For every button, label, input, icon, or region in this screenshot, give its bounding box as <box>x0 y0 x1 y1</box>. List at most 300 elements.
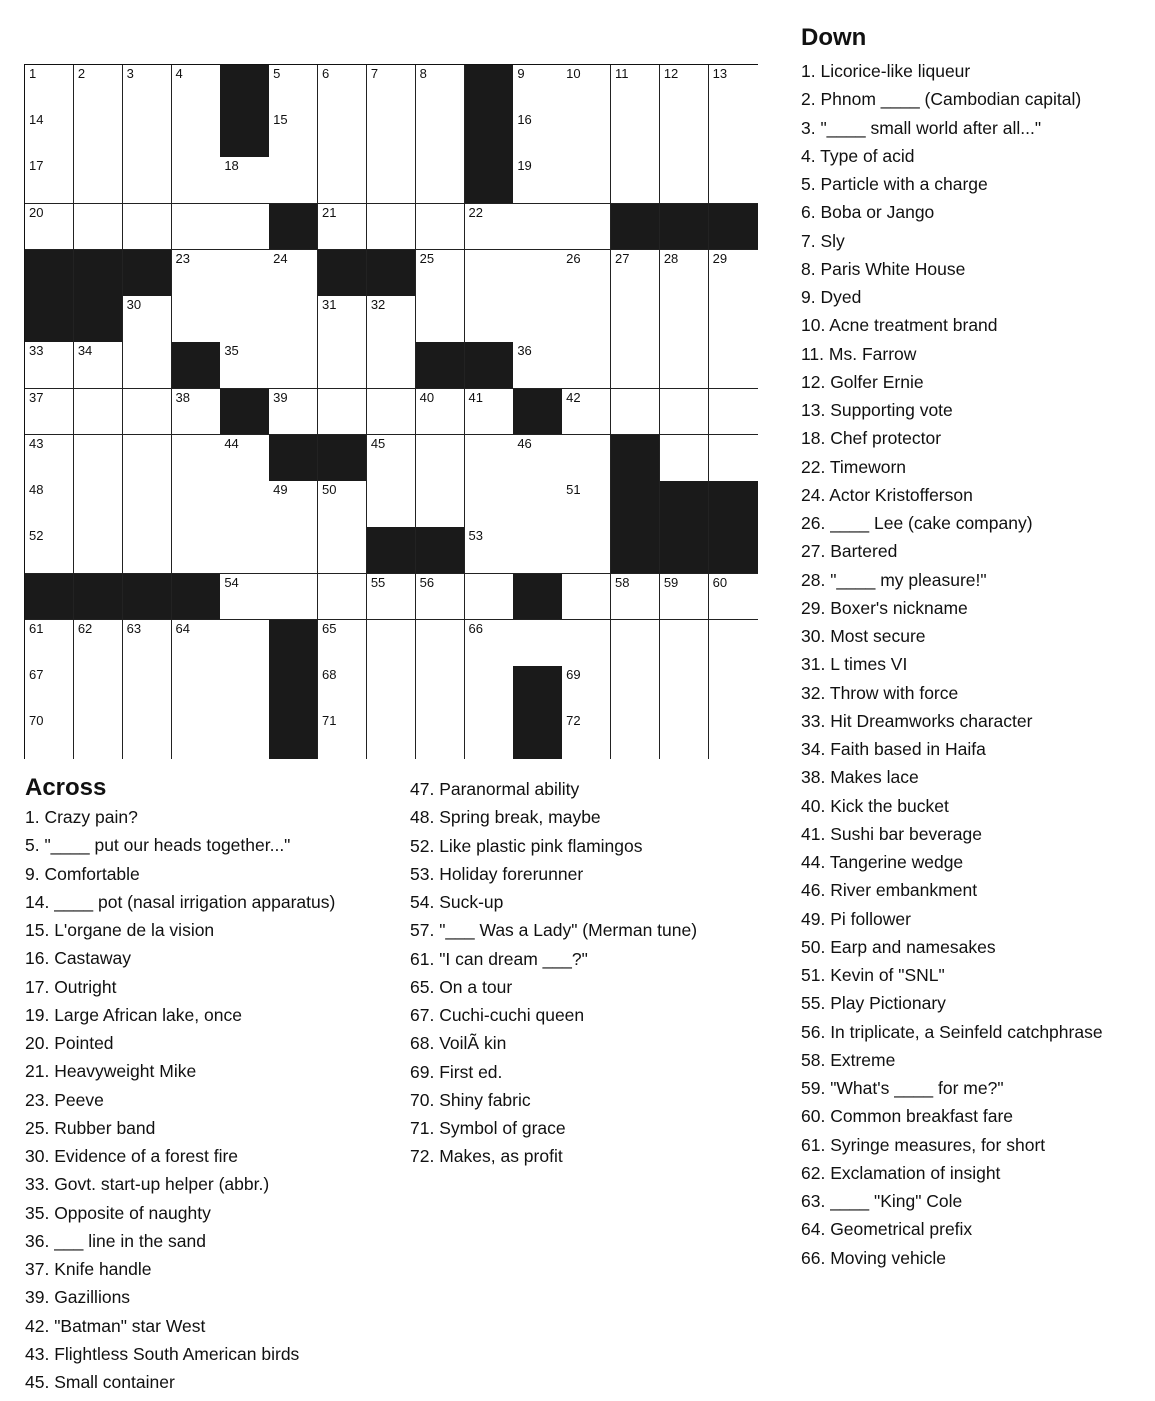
answer-cell[interactable] <box>660 157 709 204</box>
clue-item: 2. Phnom ____ (Cambodian capital) <box>801 89 1082 110</box>
answer-cell[interactable] <box>220 481 269 528</box>
answer-cell[interactable] <box>660 574 709 621</box>
answer-cell[interactable] <box>172 250 221 297</box>
answer-cell[interactable] <box>416 712 465 759</box>
answer-cell[interactable] <box>123 296 172 343</box>
clue-number: 33 <box>29 343 44 359</box>
answer-cell[interactable] <box>74 389 123 436</box>
clue-item: 34. Faith based in Haifa <box>801 739 986 759</box>
answer-cell[interactable] <box>269 250 318 297</box>
answer-cell[interactable] <box>513 65 562 112</box>
answer-cell[interactable] <box>172 666 221 713</box>
clue-item: 58. Extreme <box>801 1049 896 1070</box>
answer-cell[interactable] <box>172 527 221 574</box>
answer-cell[interactable] <box>220 157 269 204</box>
answer-cell[interactable] <box>367 111 416 158</box>
answer-cell[interactable] <box>611 712 660 759</box>
answer-cell[interactable] <box>123 342 172 389</box>
clue-item: 6. Boba or Jango <box>801 202 935 223</box>
block-cell <box>123 574 172 621</box>
answer-cell[interactable] <box>660 389 709 436</box>
answer-cell[interactable] <box>562 620 611 667</box>
answer-cell[interactable] <box>269 65 318 112</box>
answer-cell[interactable] <box>660 296 709 343</box>
block-cell <box>513 574 562 621</box>
down-clues-column <box>801 57 1103 1272</box>
block-cell <box>465 65 514 112</box>
answer-cell[interactable] <box>220 435 269 482</box>
block-cell <box>318 250 367 297</box>
answer-cell[interactable] <box>74 204 123 251</box>
clue-number: 6 <box>322 66 330 81</box>
answer-cell[interactable] <box>172 157 221 204</box>
answer-cell[interactable] <box>269 342 318 389</box>
clue-item: 12. Golfer Ernie <box>801 371 924 392</box>
answer-cell[interactable] <box>123 481 172 528</box>
clue-item: 13. Supporting vote <box>801 400 953 420</box>
clue-item: 51. Kevin of "SNL" <box>801 965 945 985</box>
clue-item: 68. VoilÃ kin <box>410 1033 507 1054</box>
answer-cell[interactable] <box>74 666 123 713</box>
answer-cell[interactable] <box>465 435 514 482</box>
answer-cell[interactable] <box>416 620 465 667</box>
answer-cell[interactable] <box>220 527 269 574</box>
answer-cell[interactable] <box>220 250 269 297</box>
answer-cell[interactable] <box>562 250 611 297</box>
answer-cell[interactable] <box>220 574 269 621</box>
block-cell <box>74 574 123 621</box>
clue-number: 1 <box>29 66 37 81</box>
clue-number: 23 <box>175 250 190 266</box>
clue-item: 65. On a tour <box>410 976 513 997</box>
answer-cell[interactable] <box>562 481 611 528</box>
block-cell <box>660 204 709 251</box>
answer-cell[interactable] <box>660 666 709 713</box>
answer-cell[interactable] <box>660 435 709 482</box>
block-cell <box>709 204 758 251</box>
answer-cell[interactable] <box>269 527 318 574</box>
answer-cell[interactable] <box>562 342 611 389</box>
clue-number: 16 <box>517 112 532 128</box>
answer-cell[interactable] <box>611 65 660 112</box>
answer-cell[interactable] <box>611 157 660 204</box>
clue-number: 39 <box>273 389 288 405</box>
clue-item: 5. Particle with a charge <box>801 174 988 194</box>
answer-cell[interactable] <box>709 157 758 204</box>
clue-number: 45 <box>370 435 386 451</box>
clue-item: 31. L times VI <box>801 654 908 675</box>
answer-cell[interactable] <box>709 342 758 389</box>
answer-cell[interactable] <box>660 620 709 667</box>
answer-cell[interactable] <box>513 250 562 297</box>
block-cell <box>25 574 74 621</box>
answer-cell[interactable] <box>562 574 611 621</box>
clue-number: 21 <box>322 204 337 220</box>
answer-cell[interactable] <box>318 389 367 436</box>
clue-item: 60. Common breakfast fare <box>801 1106 1014 1127</box>
across-heading: Across <box>25 774 107 801</box>
clue-item: 45. Small container <box>25 1372 175 1392</box>
answer-cell[interactable] <box>318 111 367 158</box>
clue-item: 25. Rubber band <box>25 1117 156 1138</box>
block-cell <box>709 481 758 528</box>
clue-item: 61. Syringe measures, for short <box>801 1134 1046 1155</box>
clue-number: 36 <box>517 343 532 359</box>
answer-cell[interactable] <box>269 574 318 621</box>
answer-cell[interactable] <box>172 111 221 158</box>
answer-cell[interactable] <box>269 389 318 436</box>
block-cell <box>611 481 660 528</box>
answer-cell[interactable] <box>318 666 367 713</box>
clue-number: 38 <box>175 389 190 405</box>
clue-item: 16. Castaway <box>25 948 132 969</box>
answer-cell[interactable] <box>513 435 562 482</box>
answer-cell[interactable] <box>318 296 367 343</box>
answer-cell[interactable] <box>709 712 758 759</box>
answer-cell[interactable] <box>25 481 74 528</box>
clue-number: 43 <box>29 435 44 451</box>
answer-cell[interactable] <box>25 666 74 713</box>
answer-cell[interactable] <box>611 250 660 297</box>
clue-number: 10 <box>566 66 581 81</box>
answer-cell[interactable] <box>220 712 269 759</box>
answer-cell[interactable] <box>367 65 416 112</box>
answer-cell[interactable] <box>269 157 318 204</box>
clue-item: 33. Govt. start-up helper (abbr.) <box>25 1174 270 1195</box>
clue-item: 47. Paranormal ability <box>410 779 580 799</box>
answer-cell[interactable] <box>269 481 318 528</box>
answer-cell[interactable] <box>562 666 611 713</box>
answer-cell[interactable] <box>367 712 416 759</box>
answer-cell[interactable] <box>611 389 660 436</box>
answer-cell[interactable] <box>416 204 465 251</box>
answer-cell[interactable] <box>172 389 221 436</box>
clue-item: 15. L'organe de la vision <box>25 920 215 940</box>
answer-cell[interactable] <box>465 250 514 297</box>
answer-cell[interactable] <box>562 296 611 343</box>
answer-cell[interactable] <box>660 250 709 297</box>
clue-number: 48 <box>29 482 44 498</box>
clue-number: 28 <box>663 250 679 266</box>
answer-cell[interactable] <box>416 389 465 436</box>
answer-cell[interactable] <box>25 389 74 436</box>
answer-cell[interactable] <box>172 204 221 251</box>
answer-cell[interactable] <box>709 65 758 112</box>
answer-cell[interactable] <box>709 666 758 713</box>
answer-cell[interactable] <box>367 620 416 667</box>
answer-cell[interactable] <box>660 712 709 759</box>
clue-item: 43. Flightless South American birds <box>25 1343 300 1364</box>
answer-cell[interactable] <box>220 620 269 667</box>
answer-cell[interactable] <box>513 296 562 343</box>
block-cell <box>660 527 709 574</box>
answer-cell[interactable] <box>123 389 172 436</box>
answer-cell[interactable] <box>611 342 660 389</box>
answer-cell[interactable] <box>367 204 416 251</box>
clue-number: 24 <box>273 250 288 266</box>
clue-item: 33. Hit Dreamworks character <box>801 710 1033 731</box>
answer-cell[interactable] <box>367 481 416 528</box>
clue-number: 34 <box>77 343 93 359</box>
answer-cell[interactable] <box>367 342 416 389</box>
clue-item: 67. Cuchi-cuchi queen <box>410 1005 585 1025</box>
answer-cell[interactable] <box>172 65 221 112</box>
answer-cell[interactable] <box>660 111 709 158</box>
answer-cell[interactable] <box>660 342 709 389</box>
block-cell <box>513 389 562 436</box>
answer-cell[interactable] <box>465 712 514 759</box>
clue-number: 66 <box>468 620 483 636</box>
clue-item: 29. Boxer's nickname <box>801 597 968 618</box>
clue-number: 4 <box>175 66 183 81</box>
block-cell <box>513 666 562 713</box>
block-cell <box>25 296 74 343</box>
answer-cell[interactable] <box>123 620 172 667</box>
clue-number: 51 <box>566 482 581 498</box>
answer-cell[interactable] <box>220 666 269 713</box>
clue-number: 35 <box>224 343 239 359</box>
answer-cell[interactable] <box>562 712 611 759</box>
block-cell <box>513 712 562 759</box>
clue-item: 24. Actor Kristofferson <box>801 484 973 505</box>
answer-cell[interactable] <box>465 666 514 713</box>
answer-cell[interactable] <box>123 111 172 158</box>
answer-cell[interactable] <box>513 157 562 204</box>
block-cell <box>25 250 74 297</box>
answer-cell[interactable] <box>465 481 514 528</box>
answer-cell[interactable] <box>123 157 172 204</box>
block-cell <box>269 620 318 667</box>
block-cell <box>269 666 318 713</box>
answer-cell[interactable] <box>123 666 172 713</box>
answer-cell[interactable] <box>416 65 465 112</box>
answer-cell[interactable] <box>74 620 123 667</box>
answer-cell[interactable] <box>74 481 123 528</box>
answer-cell[interactable] <box>172 620 221 667</box>
answer-cell[interactable] <box>611 666 660 713</box>
answer-cell[interactable] <box>416 296 465 343</box>
answer-cell[interactable] <box>513 204 562 251</box>
answer-cell[interactable] <box>74 157 123 204</box>
answer-cell[interactable] <box>318 157 367 204</box>
answer-cell[interactable] <box>123 204 172 251</box>
answer-cell[interactable] <box>611 620 660 667</box>
answer-cell[interactable] <box>513 111 562 158</box>
answer-cell[interactable] <box>367 574 416 621</box>
answer-cell[interactable] <box>562 527 611 574</box>
clue-item: 72. Makes, as profit <box>410 1146 563 1167</box>
answer-cell[interactable] <box>318 712 367 759</box>
answer-cell[interactable] <box>74 111 123 158</box>
answer-cell[interactable] <box>562 111 611 158</box>
answer-cell[interactable] <box>172 712 221 759</box>
answer-cell[interactable] <box>465 204 514 251</box>
answer-cell[interactable] <box>513 620 562 667</box>
clue-number: 42 <box>566 389 581 405</box>
answer-cell[interactable] <box>367 157 416 204</box>
clue-item: 64. Geometrical prefix <box>801 1219 973 1240</box>
answer-cell[interactable] <box>318 342 367 389</box>
clue-number: 22 <box>468 204 483 220</box>
clue-number: 49 <box>273 482 288 498</box>
answer-cell[interactable] <box>172 435 221 482</box>
clue-number: 46 <box>517 435 532 451</box>
answer-cell[interactable] <box>611 296 660 343</box>
clue-item: 40. Kick the bucket <box>801 795 949 816</box>
answer-cell[interactable] <box>465 389 514 436</box>
answer-cell[interactable] <box>269 296 318 343</box>
clue-number: 32 <box>370 297 386 313</box>
block-cell <box>416 527 465 574</box>
answer-cell[interactable] <box>562 435 611 482</box>
answer-cell[interactable] <box>562 157 611 204</box>
answer-cell[interactable] <box>74 527 123 574</box>
answer-cell[interactable] <box>709 389 758 436</box>
answer-cell[interactable] <box>318 204 367 251</box>
answer-cell[interactable] <box>123 712 172 759</box>
answer-cell[interactable] <box>416 157 465 204</box>
block-cell <box>74 296 123 343</box>
answer-cell[interactable] <box>25 435 74 482</box>
answer-cell[interactable] <box>709 574 758 621</box>
clue-number: 12 <box>663 66 679 81</box>
answer-cell[interactable] <box>25 157 74 204</box>
clue-item: 5. "____ put our heads together..." <box>25 835 291 856</box>
clue-number: 14 <box>29 112 44 128</box>
answer-cell[interactable] <box>318 574 367 621</box>
answer-cell[interactable] <box>123 65 172 112</box>
clue-number: 61 <box>29 620 44 636</box>
clue-number: 20 <box>29 204 44 220</box>
answer-cell[interactable] <box>709 111 758 158</box>
answer-cell[interactable] <box>172 481 221 528</box>
clue-number: 63 <box>126 620 142 636</box>
answer-cell[interactable] <box>416 666 465 713</box>
answer-cell[interactable] <box>74 342 123 389</box>
clue-item: 70. Shiny fabric <box>410 1089 531 1110</box>
answer-cell[interactable] <box>709 250 758 297</box>
clue-item: 44. Tangerine wedge <box>801 852 964 872</box>
clue-number: 69 <box>566 667 581 683</box>
answer-cell[interactable] <box>220 342 269 389</box>
answer-cell[interactable] <box>416 250 465 297</box>
answer-cell[interactable] <box>25 342 74 389</box>
answer-cell[interactable] <box>465 574 514 621</box>
answer-cell[interactable] <box>74 65 123 112</box>
block-cell <box>172 342 221 389</box>
block-cell <box>318 435 367 482</box>
answer-cell[interactable] <box>25 712 74 759</box>
answer-cell[interactable] <box>318 620 367 667</box>
answer-cell[interactable] <box>513 342 562 389</box>
answer-cell[interactable] <box>709 435 758 482</box>
block-cell <box>416 342 465 389</box>
answer-cell[interactable] <box>318 65 367 112</box>
answer-cell[interactable] <box>25 111 74 158</box>
answer-cell[interactable] <box>25 65 74 112</box>
answer-cell[interactable] <box>25 527 74 574</box>
answer-cell[interactable] <box>416 111 465 158</box>
clue-number: 72 <box>566 713 581 729</box>
answer-cell[interactable] <box>172 296 221 343</box>
answer-cell[interactable] <box>465 527 514 574</box>
answer-cell[interactable] <box>367 389 416 436</box>
clue-item: 1. Crazy pain? <box>25 807 138 827</box>
clue-number: 44 <box>224 435 239 451</box>
answer-cell[interactable] <box>74 712 123 759</box>
answer-cell[interactable] <box>318 527 367 574</box>
clue-item: 11. Ms. Farrow <box>801 343 917 364</box>
answer-cell[interactable] <box>318 481 367 528</box>
answer-cell[interactable] <box>416 435 465 482</box>
answer-cell[interactable] <box>220 296 269 343</box>
answer-cell[interactable] <box>709 620 758 667</box>
clue-item: 59. "What's ____ for me?" <box>801 1078 1004 1098</box>
answer-cell[interactable] <box>367 435 416 482</box>
answer-cell[interactable] <box>220 204 269 251</box>
down-heading: Down <box>801 24 867 51</box>
clue-item: 55. Play Pictionary <box>801 993 946 1014</box>
answer-cell[interactable] <box>269 111 318 158</box>
answer-cell[interactable] <box>513 481 562 528</box>
answer-cell[interactable] <box>74 435 123 482</box>
block-cell <box>611 435 660 482</box>
clue-number: 9 <box>517 66 525 81</box>
answer-cell[interactable] <box>611 574 660 621</box>
clue-number: 26 <box>566 250 581 266</box>
answer-cell[interactable] <box>416 481 465 528</box>
answer-cell[interactable] <box>367 296 416 343</box>
answer-cell[interactable] <box>562 204 611 251</box>
answer-cell[interactable] <box>367 666 416 713</box>
answer-cell[interactable] <box>123 435 172 482</box>
answer-cell[interactable] <box>123 527 172 574</box>
clue-number: 25 <box>419 250 435 266</box>
clue-number: 13 <box>712 66 728 81</box>
answer-cell[interactable] <box>25 204 74 251</box>
clue-item: 63. ____ "King" Cole <box>801 1191 963 1211</box>
clue-item: 10. Acne treatment brand <box>801 315 998 336</box>
block-cell <box>220 389 269 436</box>
block-cell <box>269 435 318 482</box>
answer-cell[interactable] <box>25 620 74 667</box>
block-cell <box>172 574 221 621</box>
answer-cell[interactable] <box>660 65 709 112</box>
answer-cell[interactable] <box>465 620 514 667</box>
clue-number: 50 <box>322 482 337 498</box>
clue-number: 67 <box>29 667 44 683</box>
clue-item: 27. Bartered <box>801 541 898 562</box>
clue-number: 11 <box>615 66 629 81</box>
block-cell <box>367 250 416 297</box>
answer-cell[interactable] <box>611 111 660 158</box>
clue-item: 18. Chef protector <box>801 428 942 449</box>
across-clues-column-1 <box>25 803 335 1396</box>
answer-cell[interactable] <box>562 65 611 112</box>
answer-cell[interactable] <box>465 296 514 343</box>
clue-item: 61. "I can dream ___?" <box>410 948 588 969</box>
clue-number: 62 <box>77 620 93 636</box>
answer-cell[interactable] <box>562 389 611 436</box>
answer-cell[interactable] <box>416 574 465 621</box>
block-cell <box>660 481 709 528</box>
answer-cell[interactable] <box>513 527 562 574</box>
block-cell <box>465 342 514 389</box>
block-cell <box>123 250 172 297</box>
answer-cell[interactable] <box>709 296 758 343</box>
clue-number: 71 <box>322 713 337 729</box>
clue-item: 3. "____ small world after all..." <box>801 117 1042 138</box>
